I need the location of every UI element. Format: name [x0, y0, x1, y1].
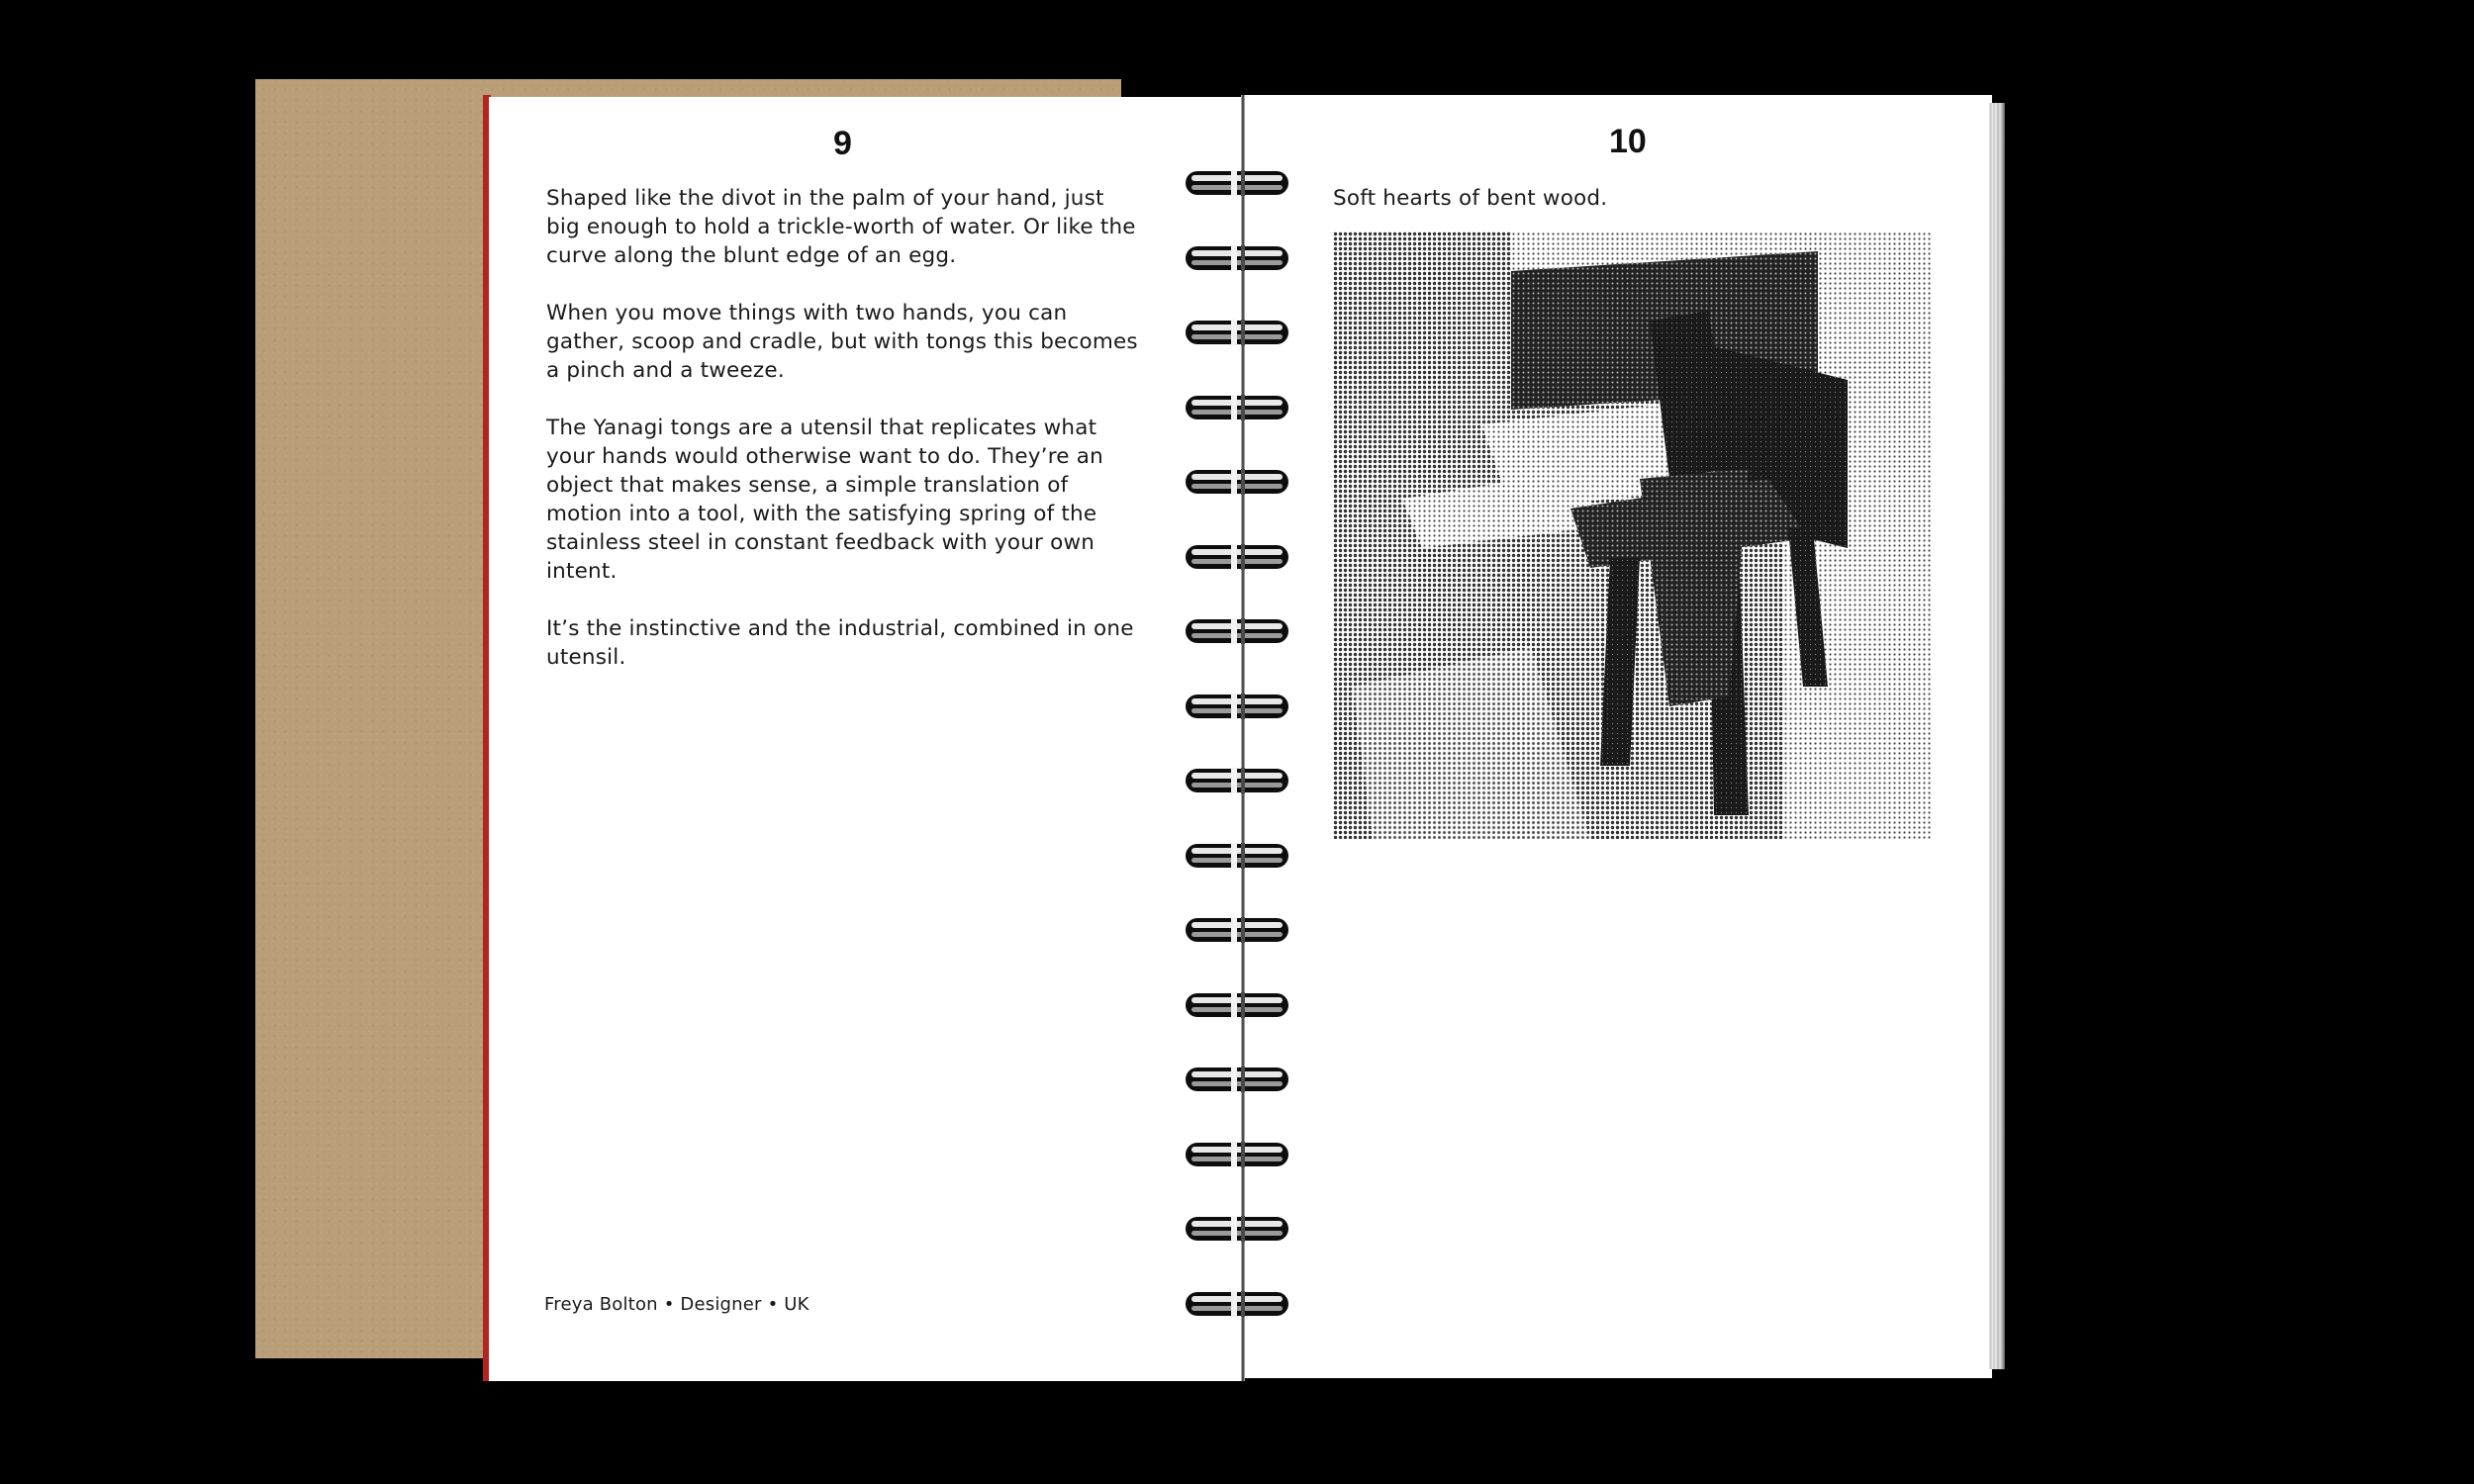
binding-coil	[1184, 839, 1290, 873]
paragraph: The Yanagi tongs are a utensil that replicates what your hands would otherwise want to do. They’re an object that makes sense, a simple translation of motion into a tool, with the satisfying spring of the stainless steel in constant feedback with your own intent.	[546, 416, 1103, 584]
paragraph: When you move things with two hands, you can gather, scoop and cradle, but with tongs this becomes a pinch and a tweeze.	[546, 301, 1138, 383]
binding-coil	[1184, 540, 1290, 574]
page-number-right: 10	[1609, 123, 1647, 160]
photo-caption: Soft hearts of bent wood.	[1333, 186, 1608, 211]
binding-coil	[1184, 1287, 1290, 1321]
halftone-chair-photo	[1333, 232, 1932, 839]
binding-coil	[1184, 614, 1290, 648]
binding-coil	[1184, 241, 1290, 275]
binding-coil	[1184, 690, 1290, 723]
binding-coil	[1184, 166, 1290, 200]
binding-coil	[1184, 391, 1290, 424]
page-stack-edge	[1989, 103, 2005, 1369]
binding-coil	[1184, 913, 1290, 947]
paragraph: Shaped like the divot in the palm of your hand, just big enough to hold a trickle-worth of water. Or like the curve along the blunt edge of an egg.	[546, 186, 1136, 268]
author-credit: Freya Bolton • Designer • UK	[544, 1294, 809, 1315]
left-page-body	[546, 184, 1140, 700]
binding-coil	[1184, 988, 1290, 1022]
page-number-left: 9	[833, 125, 852, 162]
spine-gutter	[1241, 95, 1245, 1381]
binding-coil	[1184, 1063, 1290, 1096]
binding-coil	[1184, 764, 1290, 797]
binding-coil	[1184, 465, 1290, 499]
binding-coil	[1184, 1138, 1290, 1171]
binding-coil	[1184, 316, 1290, 349]
binding-coil	[1184, 1212, 1290, 1246]
paragraph: It’s the instinctive and the industrial, combined in one utensil.	[546, 616, 1134, 670]
